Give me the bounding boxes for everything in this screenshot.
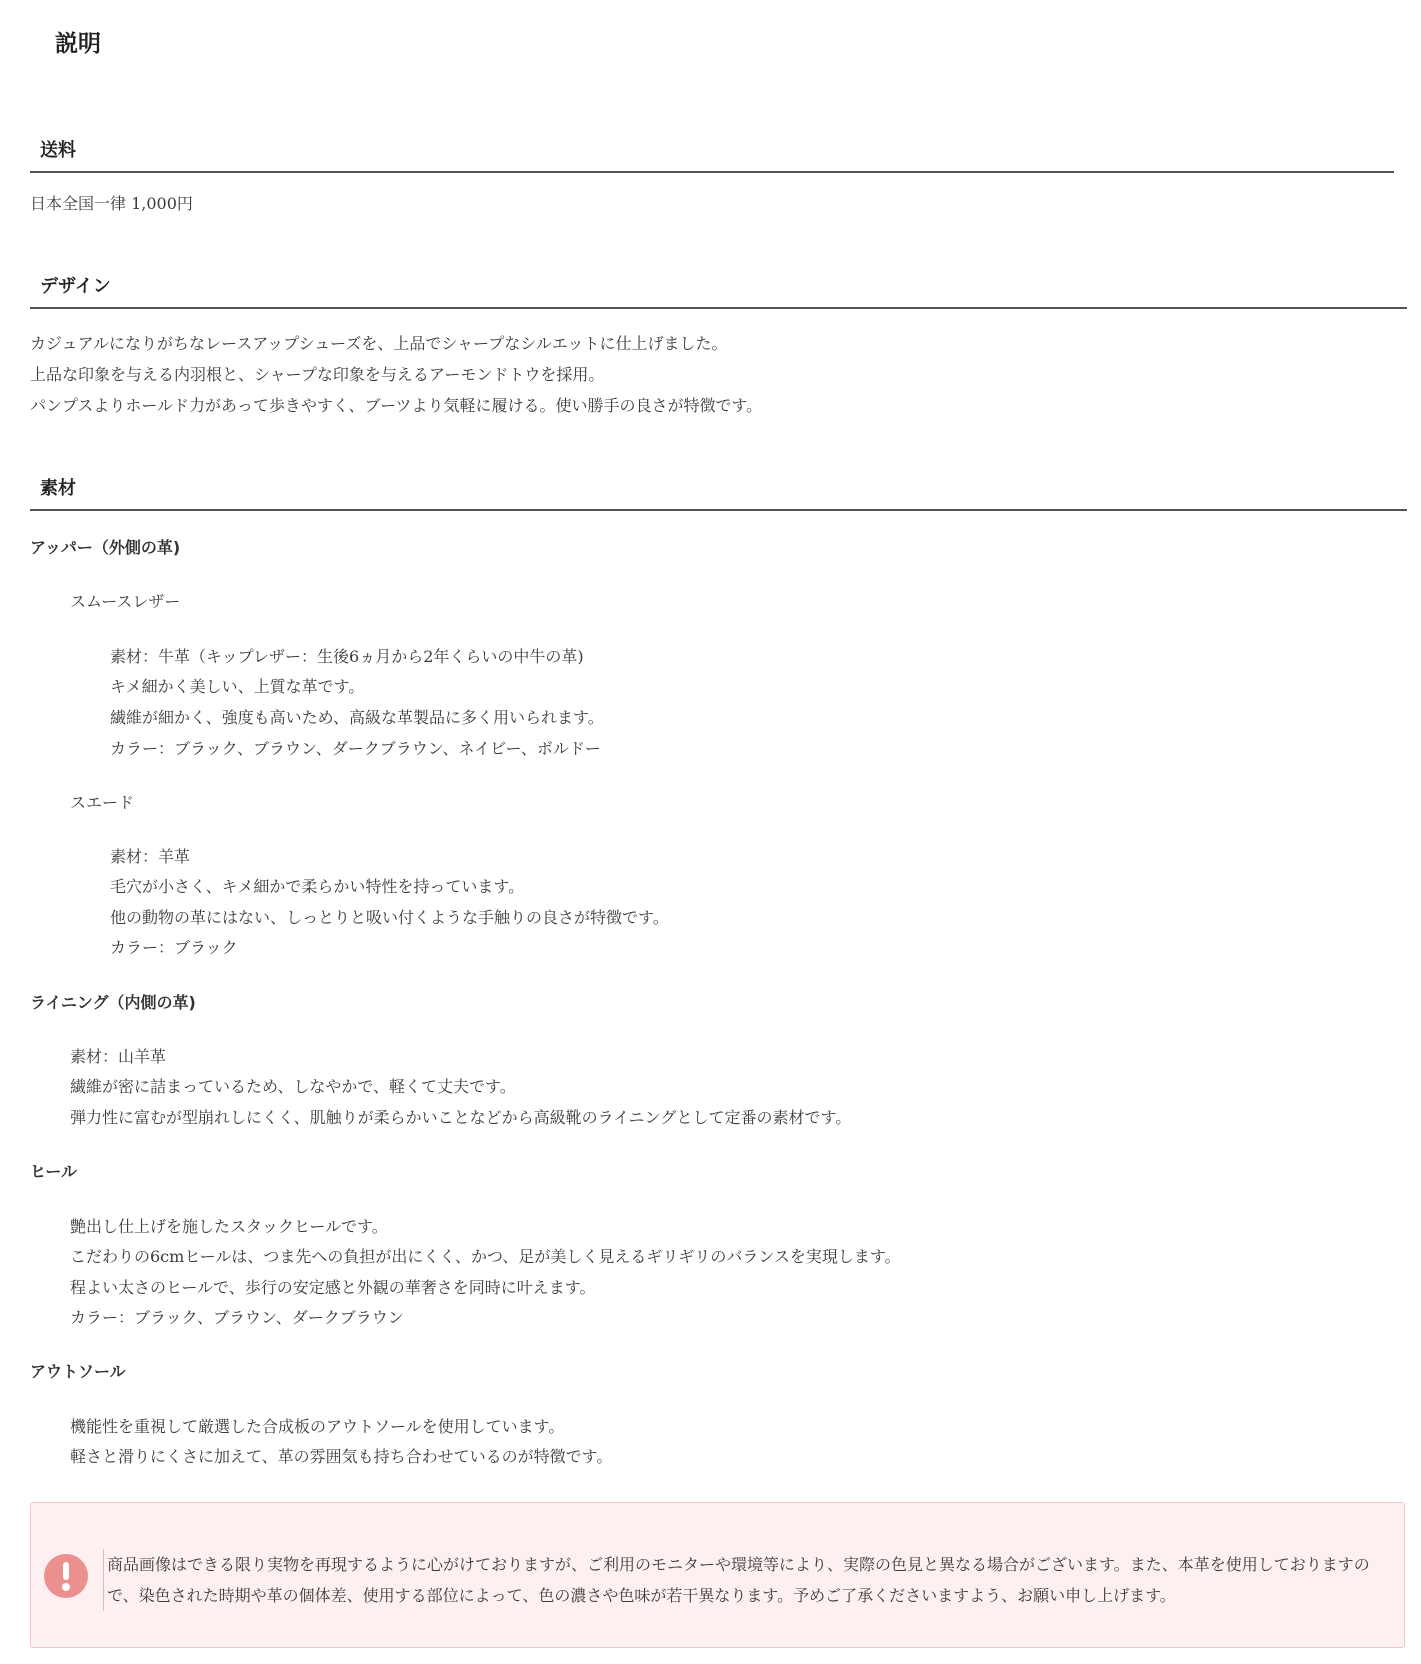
outsole-heading: アウトソール	[30, 1362, 126, 1381]
notice-box	[30, 1502, 1405, 1648]
heel-heading: ヒール	[30, 1162, 78, 1181]
detail-line: キメ細かく美しい、上質な革です。	[110, 677, 365, 696]
lining-heading: ライニング（内側の革)	[30, 993, 196, 1012]
detail-line: カラー：ブラック	[110, 938, 238, 957]
design-line: パンプスよりホールド力があって歩きやすく、ブーツより気軽に履ける。使い勝手の良さが特徴です。	[30, 396, 763, 415]
upper-heading: アッパー（外側の革)	[30, 538, 181, 557]
smooth-leather-name: スムースレザー	[70, 592, 181, 611]
detail-line: 機能性を重視して厳選した合成板のアウトソールを使用しています。	[70, 1417, 565, 1436]
page-title: 説明	[55, 31, 101, 57]
detail-line: カラー：ブラック、ブラウン、ダークブラウン	[70, 1308, 404, 1327]
shipping-text: 日本全国一律 1,000円	[30, 194, 193, 213]
detail-line: こだわりの6cmヒールは、つま先への負担が出にくく、かつ、足が美しく見えるギリギリのバランスを実現します。	[70, 1247, 901, 1266]
detail-line: 軽さと滑りにくさに加えて、革の雰囲気も持ち合わせているのが特徴です。	[70, 1447, 613, 1466]
design-line: 上品な印象を与える内羽根と、シャープな印象を与えるアーモンドトウを採用。	[30, 365, 605, 384]
detail-line: 繊維が細かく、強度も高いため、高級な革製品に多く用いられます。	[110, 708, 604, 727]
notice-text: 商品画像はできる限り実物を再現するように心がけておりますが、ご利用のモニターや環境等により、実際の色見と異なる場合がございます。また、本革を使用しておりますので、染色された時期や革の個体差、使用する部位によって、色の濃さや色味が若干異なります。予めご了承くださいますよう、お願い申し上げます。	[103, 1549, 1397, 1611]
detail-line: 素材：牛革（キップレザー：生後6ヵ月から2年くらいの中牛の革)	[110, 647, 584, 666]
detail-line: 毛穴が小さく、キメ細かで柔らかい特性を持っています。	[110, 877, 525, 896]
detail-line: 素材：羊革	[110, 847, 191, 866]
detail-line: カラー：ブラック、ブラウン、ダークブラウン、ネイビー、ボルドー	[110, 739, 601, 758]
exclamation-icon	[44, 1554, 88, 1598]
section-heading-shipping: 送料	[30, 136, 1394, 173]
section-heading-design: デザイン	[30, 272, 1407, 309]
detail-line: 繊維が密に詰まっているため、しなやかで、軽くて丈夫です。	[70, 1077, 516, 1096]
detail-line: 弾力性に富むが型崩れしにくく、肌触りが柔らかいことなどから高級靴のライニングとして定番の素材です。	[70, 1108, 852, 1127]
detail-line: 程よい太さのヒールで、歩行の安定感と外観の華奢さを同時に叶えます。	[70, 1278, 596, 1297]
suede-name: スエード	[70, 793, 135, 812]
detail-line: 素材：山羊革	[70, 1047, 167, 1066]
detail-line: 艶出し仕上げを施したスタックヒールです。	[70, 1217, 388, 1236]
detail-line: 他の動物の革にはない、しっとりと吸い付くような手触りの良さが特徴です。	[110, 908, 669, 927]
design-line: カジュアルになりがちなレースアップシューズを、上品でシャープなシルエットに仕上げました。	[30, 334, 728, 353]
section-heading-material: 素材	[30, 474, 1407, 511]
